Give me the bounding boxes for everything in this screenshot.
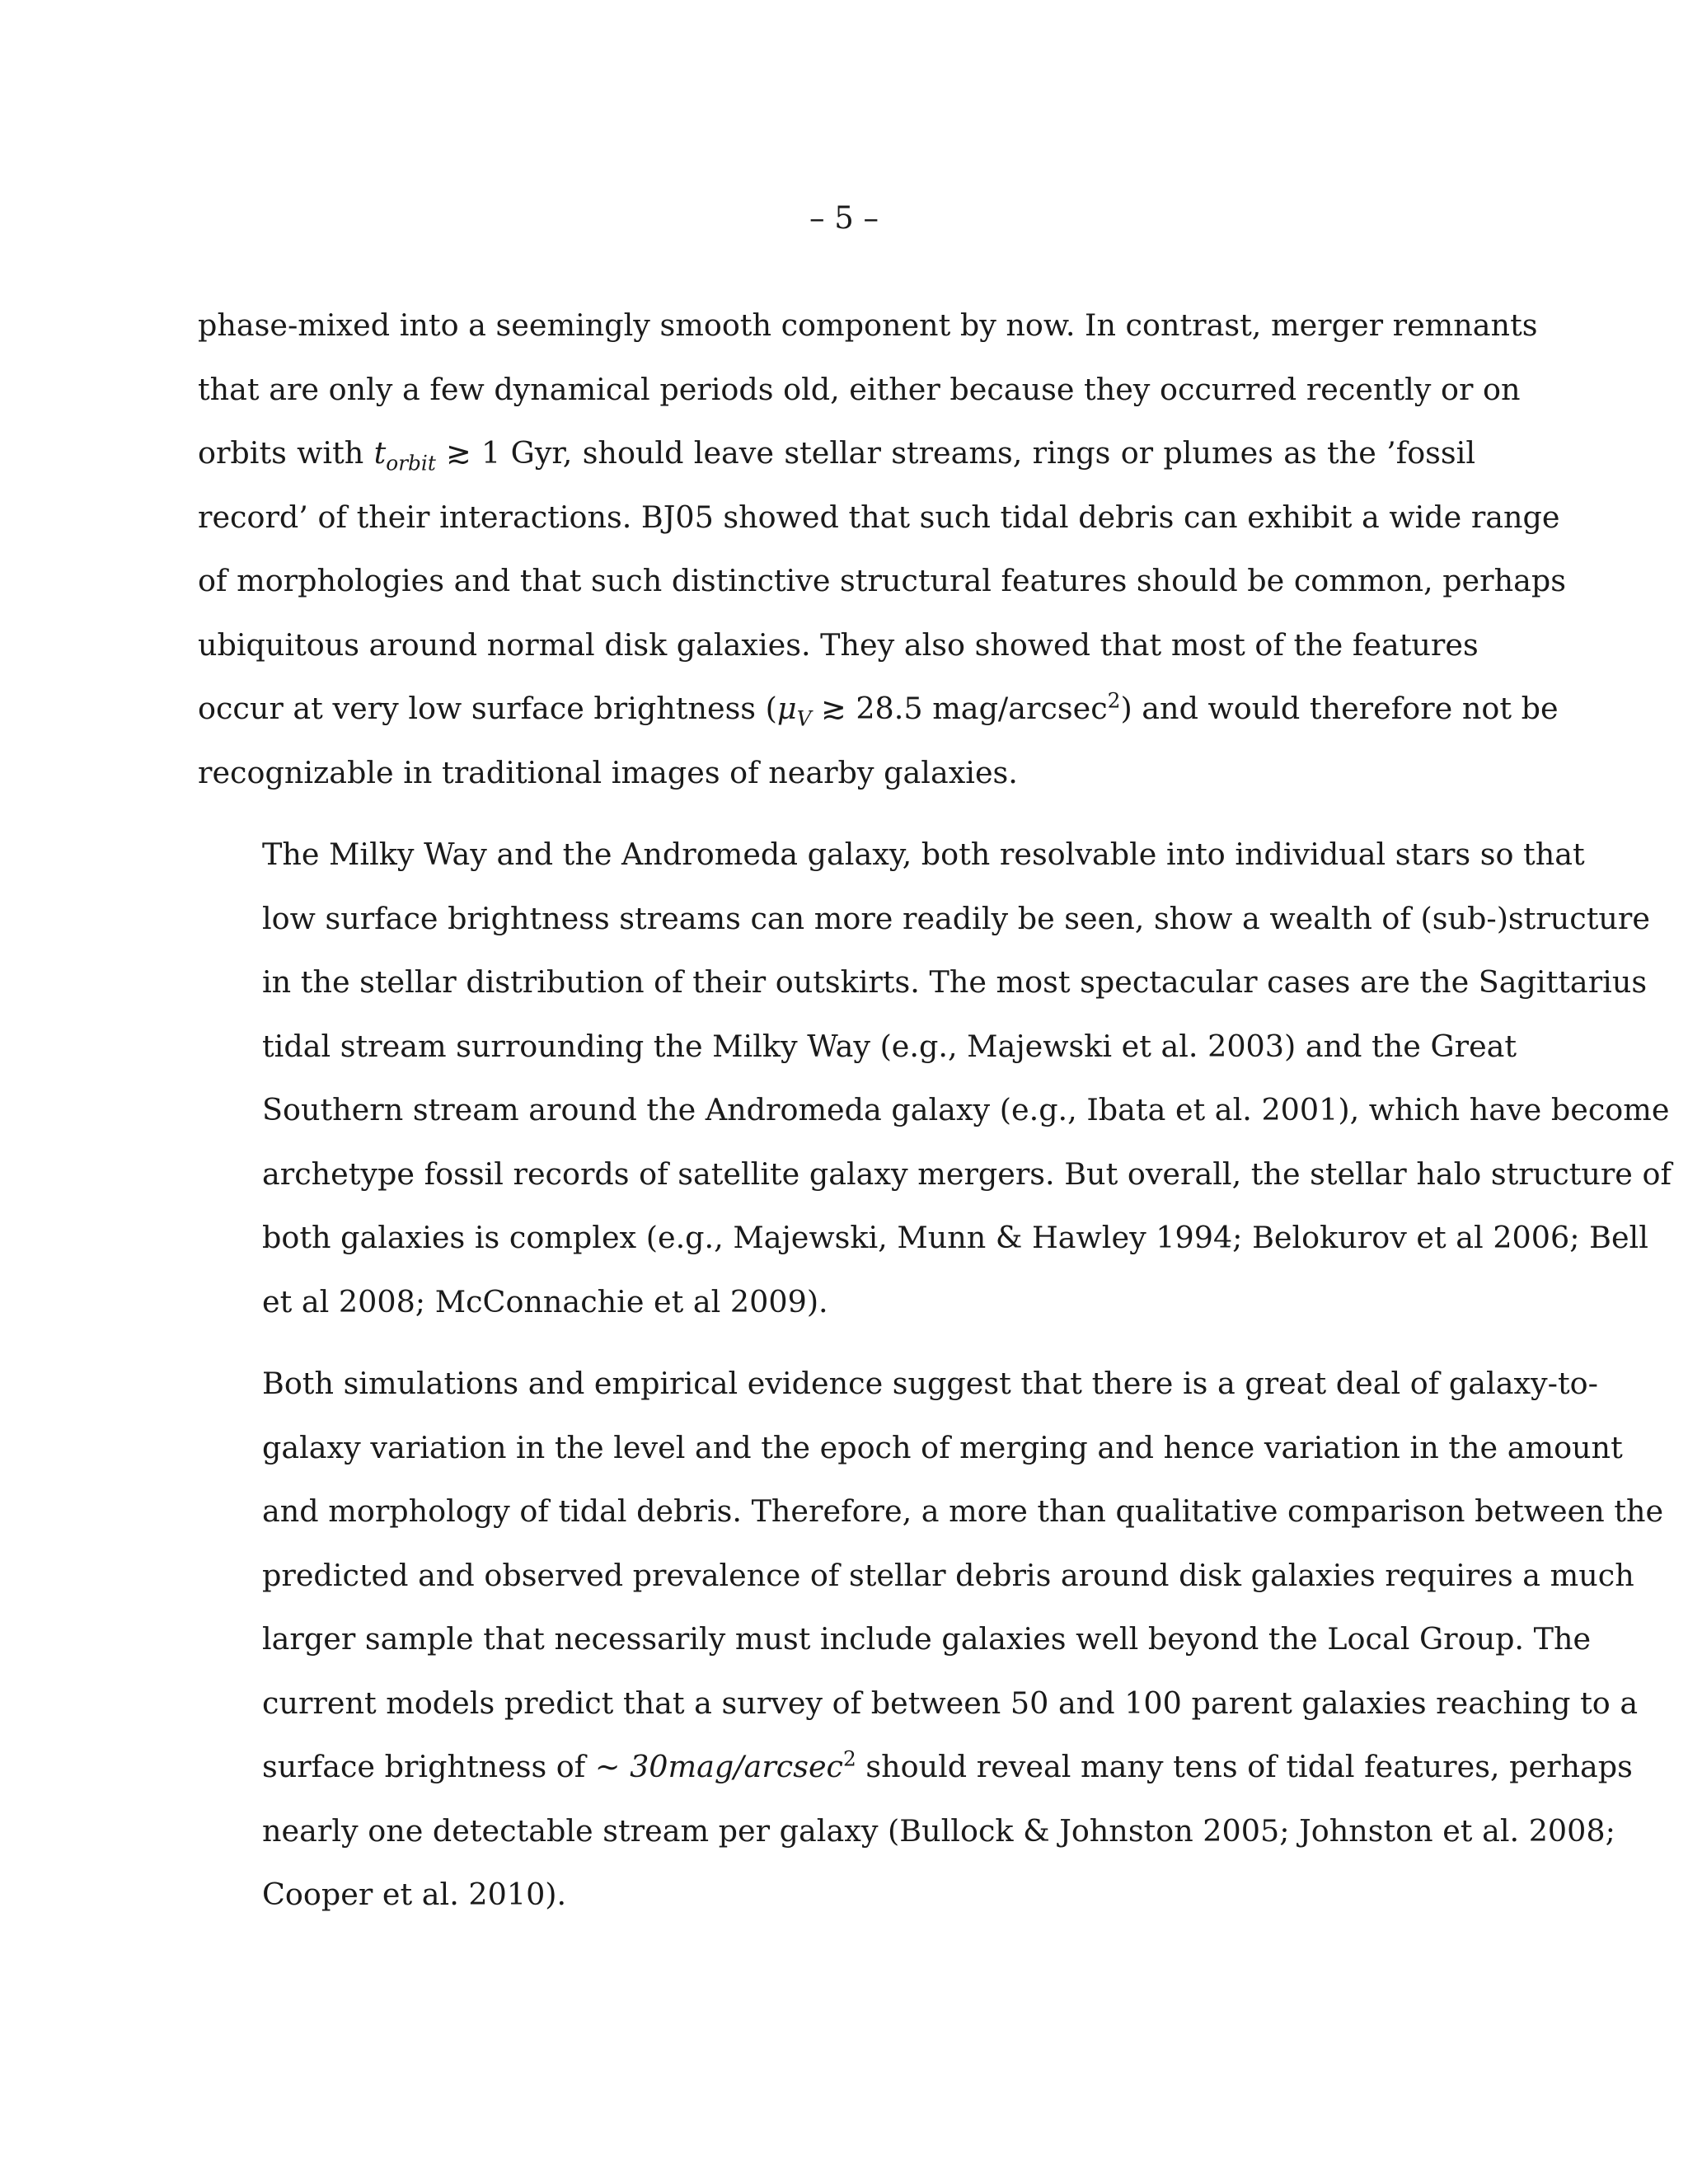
text-line: archetype fossil records of satellite galaxy mergers. But overall, the stellar halo structure of [262, 1155, 1672, 1192]
text-line: The Milky Way and the Andromeda galaxy, both resolvable into individual stars so that [262, 837, 1585, 872]
text-line: tidal stream surrounding the Milky Way (e.g., Majewski et al. 2003) and the Great [262, 1028, 1517, 1064]
text-run: should reveal many tens of tidal features, perhaps [856, 1749, 1633, 1784]
text-line [198, 677, 1559, 741]
text-line: galaxy variation in the level and the epoch of merging and hence variation in the amount [262, 1429, 1623, 1465]
text-line: ubiquitous around normal disk galaxies. They also showed that most of the features [198, 626, 1479, 663]
text-line: nearly one detectable stream per galaxy (Bullock & Johnston 2005; Johnston et al. 2008; [262, 1812, 1615, 1849]
text-run: surface brightness of ∼ [262, 1749, 631, 1784]
text-line [198, 421, 1475, 485]
paragraph-2 [198, 823, 1672, 1333]
text-line: both galaxies is complex (e.g., Majewski, Munn & Hawley 1994; Belokurov et al 2006; Bell [262, 1220, 1648, 1255]
text-line: phase-mixed into a seemingly smooth component by now. In contrast, merger remnants [198, 307, 1538, 343]
text-line: record’ of their interactions. BJ05 showed that such tidal debris can exhibit a wide range [198, 499, 1560, 535]
text-line [198, 1735, 1633, 1799]
paragraph-3 [198, 1352, 1664, 1927]
superscript: 2 [1107, 688, 1121, 713]
text-line: current models predict that a survey of between 50 and 100 parent galaxies reaching to a [262, 1685, 1639, 1721]
page-number: – 5 – [809, 200, 879, 236]
text-line: recognizable in traditional images of nearby galaxies. [198, 754, 1018, 790]
text-line: predicted and observed prevalence of stellar debris around disk galaxies requires a much [262, 1557, 1634, 1593]
text-line: Southern stream around the Andromeda galaxy (e.g., Ibata et al. 2001), which have become [262, 1092, 1670, 1127]
text-run: orbits with [198, 435, 374, 471]
text-run: Gyr, should leave stellar streams, rings or plumes as the ’fossil [510, 435, 1475, 471]
text-run: ≳ 1 [435, 435, 511, 471]
text-line: Both simulations and empirical evidence suggest that there is a great deal of galaxy-to- [262, 1366, 1598, 1401]
paragraph-1 [198, 293, 1566, 804]
text-line: low surface brightness streams can more readily be seen, show a wealth of (sub-)structure [262, 900, 1650, 936]
text-line: and morphology of tidal debris. Therefore, a more than qualitative comparison between the [262, 1493, 1664, 1529]
text-run: ≳ 28.5 mag/arcsec [811, 691, 1108, 726]
body-text [198, 293, 1672, 1927]
text-line: et al 2008; McConnachie et al 2009). [262, 1283, 828, 1319]
text-line: Cooper et al. 2010). [262, 1877, 567, 1912]
superscript: 2 [842, 1746, 856, 1771]
text-run: ) and would therefore not be [1120, 691, 1559, 726]
math-t-orbit: $t_{orbit}$ [373, 435, 436, 476]
text-run: occur at very low surface brightness ( [198, 691, 777, 726]
math-surface-brightness: 30mag/arcsec [630, 1749, 843, 1784]
math-mu-v: $\mu_V$ [776, 691, 812, 731]
text-line: larger sample that necessarily must include galaxies well beyond the Local Group. The [262, 1621, 1592, 1657]
text-line: of morphologies and that such distinctive structural features should be common, perhaps [198, 563, 1566, 598]
text-line: that are only a few dynamical periods old, either because they occurred recently or on [198, 371, 1521, 407]
text-line: in the stellar distribution of their outskirts. The most spectacular cases are the Sagittarius [262, 964, 1648, 1000]
